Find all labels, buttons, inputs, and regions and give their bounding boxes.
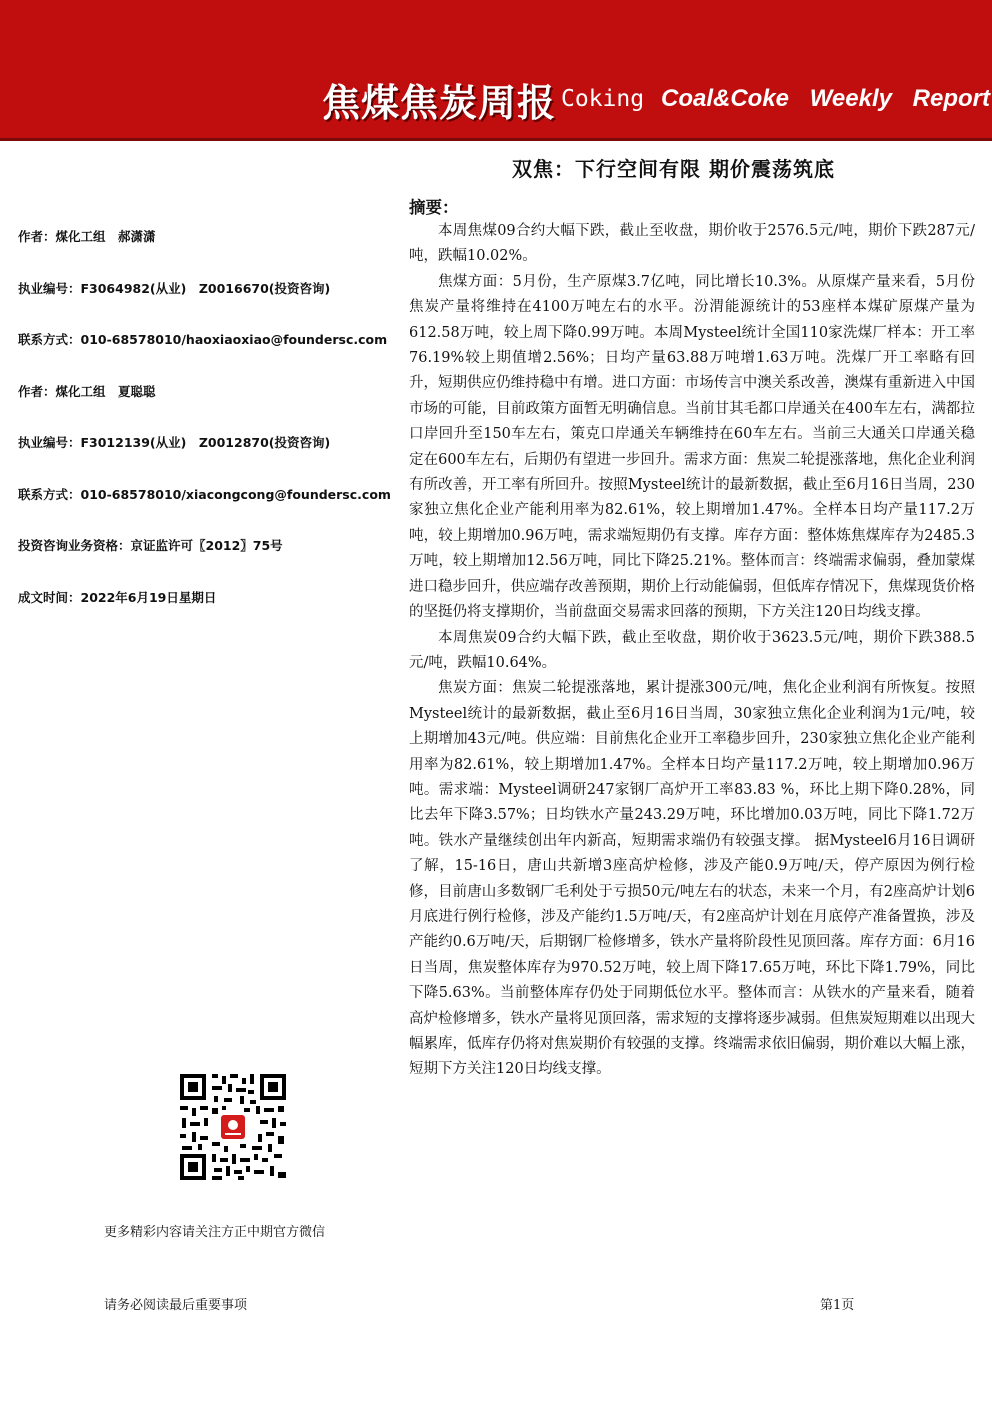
- author-1-line: 作者：煤化工组 郝潇潇: [18, 229, 156, 244]
- consulting-qualification: 投资咨询业务资格：京证监许可〖2012〗75号: [18, 538, 283, 553]
- report-title-en: Coal&Coke Weekly Report: [661, 85, 990, 112]
- report-title-cn: 焦煤焦炭周报: [322, 81, 557, 125]
- abstract-paragraph-coking-coal-analysis: 焦煤方面：5月份，生产原煤3.7亿吨，同比增长10.3%。从原煤产量来看，5月份焦炭产量将维持在4100万吨左右的水平。汾渭能源统计的53座样本煤矿原煤产量为612.58万吨，较上周下降0.99万吨。本周Mysteel统计全国110家洗煤厂样本：开工率76.19%较上期值增2.56%；日均产量63.88万吨增1.63万吨。洗煤厂开工率略有回升，短期供应仍维持稳中有增。进口方面：市场传言中澳关系改善，澳煤有重新进入中国市场的可能，目前政策方面暂无明确信息。当前甘其毛都口岸通关在400车左右，满都拉口岸回升至150车左右，策克口岸通关车辆维持在60车左右。当前三大通关口岸通关稳定在600车左右，后期仍有望进一步回升。需求方面：焦炭二轮提涨落地，焦化企业利润有所改善，开工率有所回升。按照Mysteel统计的最新数据，截止至6月16日当周，230家独立焦化企业产能利用率为82.61%，较上期增加1.47%。全样本日均产量117.2万吨，较上期增加0.96万吨，需求端短期仍有支撑。库存方面：整体炼焦煤库存为2485.3万吨，较上期增加12.56万吨，同比下降25.21%。整体而言：终端需求偏弱，叠加蒙煤进口稳步回升，供应端存改善预期，期价上行动能偏弱，但低库存情况下，焦煤现货价格的坚挺仍将支撑期价，当前盘面交易需求回落的预期，下方关注120日均线支撑。: [409, 273, 975, 621]
- qr-caption: 更多精彩内容请关注方正中期官方微信: [104, 1225, 326, 1240]
- author-1-contact: 联系方式：010-68578010/haoxiaoxiao@foundersc.com: [18, 332, 388, 347]
- wechat-qr-code: [178, 1072, 288, 1182]
- footer-notice: 请务必阅读最后重要事项: [104, 1298, 248, 1313]
- author-1-license: 执业编号：F3064982(从业) Z0016670(投资咨询): [18, 280, 331, 296]
- banner-divider: [0, 138, 992, 141]
- writing-date: 成文时间：2022年6月19日星期日: [18, 589, 217, 605]
- page-number: 第1页: [820, 1298, 855, 1313]
- author-2-line: 作者：煤化工组 夏聪聪: [18, 383, 156, 399]
- author-info: [18, 227, 398, 639]
- author-2-license: 执业编号：F3012139(从业) Z0012870(投资咨询): [18, 435, 331, 450]
- abstract-paragraph-coke-analysis: 焦炭方面：焦炭二轮提涨落地，累计提涨300元/吨，焦化企业利润有所恢复。按照Mysteel统计的最新数据，截止至6月16日当周，30家独立焦化企业利润为1元/吨，较上期增加43元/吨。供应端：目前焦化企业开工率稳步回升，230家独立焦化企业产能利用率为82.61%，较上期增加1.47%。全样本日均产量117.2万吨，较上期增加0.96万吨。需求端：Mysteel调研247家钢厂高炉开工率83.83 %，环比上期下降0.28%，同比去年下降3.57%；日均铁水产量243.29万吨，环比增加0.03万吨，同比下降1.72万吨。铁水产量继续创出年内新高，短期需求端仍有较强支撑。 据Mysteel6月16日调研了解，15-16日，唐山共新增3座高炉检修，涉及产能0.9万吨/天，停产原因为例行检修，目前唐山多数钢厂毛利处于亏损50元/吨左右的状态，未来一个月，有2座高炉计划6月底进行例行检修，涉及产能约1.5万吨/天，有2座高炉计划在月底停产准备置换，涉及产能约0.6万吨/天，后期钢厂检修增多，铁水产量将阶段性见顶回落。库存方面：6月16日当周，焦炭整体库存为970.52万吨，较上周下降17.65万吨，环比下降1.79%，同比下降5.63%。当前整体库存仍处于同期低位水平。整体而言：从铁水的产量来看，随着高炉检修增多，铁水产量将见顶回落，需求短的支撑将逐步减弱。但焦炭短期难以出现大幅累库，低库存仍将对焦炭期价有较强的支撑。终端需求依旧偏弱，期价难以大幅上涨，短期下方关注120日均线支撑。: [409, 680, 975, 1078]
- report-title-coking: Coking: [561, 86, 645, 112]
- abstract-body: [409, 219, 975, 1083]
- report-headline: 双焦：下行空间有限 期价震荡筑底: [512, 157, 835, 181]
- report-banner: [0, 0, 992, 138]
- abstract-paragraph-coking-coal-price: 本周焦煤09合约大幅下跌，截止至收盘，期价收于2576.5元/吨，期价下跌287元/吨，跌幅10.02%。: [409, 223, 975, 265]
- abstract-paragraph-coke-price: 本周焦炭09合约大幅下跌，截止至收盘，期价收于3623.5元/吨，期价下跌388.5元/吨，跌幅10.64%。: [409, 629, 975, 671]
- author-2-contact: 联系方式：010-68578010/xiacongcong@foundersc.com: [18, 486, 391, 502]
- abstract-heading: 摘要：: [409, 198, 459, 217]
